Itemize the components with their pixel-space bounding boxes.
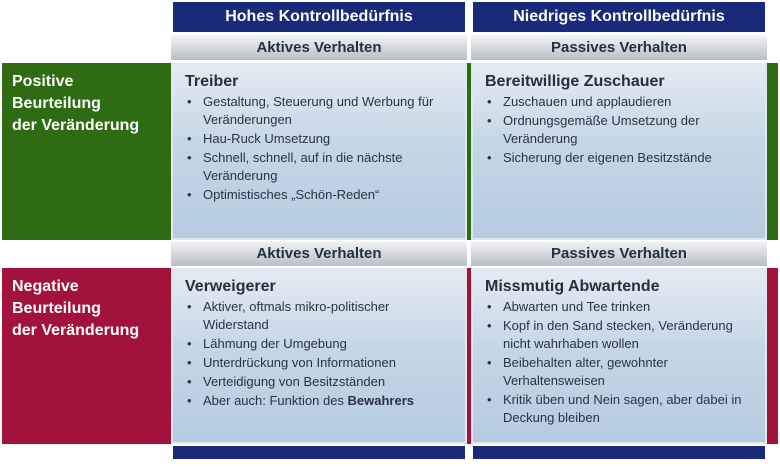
list-item: • Zuschauen und applaudieren	[487, 94, 672, 109]
list-item: • Gestaltung, Steuerung und Werbung für Veränderungen	[187, 94, 434, 127]
bottom-bar-left	[173, 446, 465, 459]
list-item: • Lähmung der Umgebung	[187, 336, 347, 351]
list-item: • Aber auch: Funktion des Bewahrers	[187, 393, 415, 408]
subheader-active-top: Aktives Verhalten	[171, 34, 467, 60]
subheader-passive-bottom: Passives Verhalten	[471, 240, 767, 266]
list-item: • Verteidigung von Besitzständen	[187, 374, 386, 389]
subheader-active-bottom: Aktives Verhalten	[171, 240, 467, 266]
cell-abwartende	[471, 268, 767, 444]
cell-verweigerer	[171, 268, 467, 444]
cell-zuschauer	[471, 63, 767, 240]
list-item: • Kopf in den Sand stecken, Veränderung nicht wahrhaben wollen	[487, 318, 733, 351]
cell-title: Verweigerer	[185, 278, 276, 295]
subheader-passive-top: Passives Verhalten	[471, 34, 767, 60]
cell-title: Missmutig Abwartende	[485, 278, 660, 295]
list-item: • Unterdrückung von Informationen	[187, 355, 396, 370]
cell-title: Bereitwillige Zuschauer	[485, 73, 665, 90]
list-item: • Optimistisches „Schön-Reden“	[187, 187, 380, 202]
list-item: • Ordnungsgemäße Umsetzung der Veränderung	[487, 113, 700, 146]
list-item: • Hau-Ruck Umsetzung	[187, 131, 331, 146]
list-item: • Aktiver, oftmals mikro-politischer Widerstand	[187, 299, 390, 332]
list-item: • Abwarten und Tee trinken	[487, 299, 651, 314]
row-label-positive: Positive Beurteilung der Veränderung	[12, 73, 140, 134]
row-label-negative: Negative Beurteilung der Veränderung	[12, 278, 140, 339]
cell-title: Treiber	[185, 73, 239, 90]
list-item: • Kritik üben und Nein sagen, aber dabei in Deckung bleiben	[487, 392, 742, 425]
bottom-bar-right	[473, 446, 765, 459]
column-header-high-control: Hohes Kontrollbedürfnis	[173, 2, 465, 32]
cell-treiber	[171, 63, 467, 240]
list-item: • Sicherung der eigenen Besitzstände	[487, 150, 712, 165]
emphasis-text: Bewahrers	[347, 393, 415, 408]
list-item: • Schnell, schnell, auf in die nächste Veränderung	[187, 150, 403, 183]
list-item: • Beibehalten alter, gewohnter Verhaltensweisen	[487, 355, 668, 388]
column-header-low-control: Niedriges Kontrollbedürfnis	[473, 2, 765, 32]
